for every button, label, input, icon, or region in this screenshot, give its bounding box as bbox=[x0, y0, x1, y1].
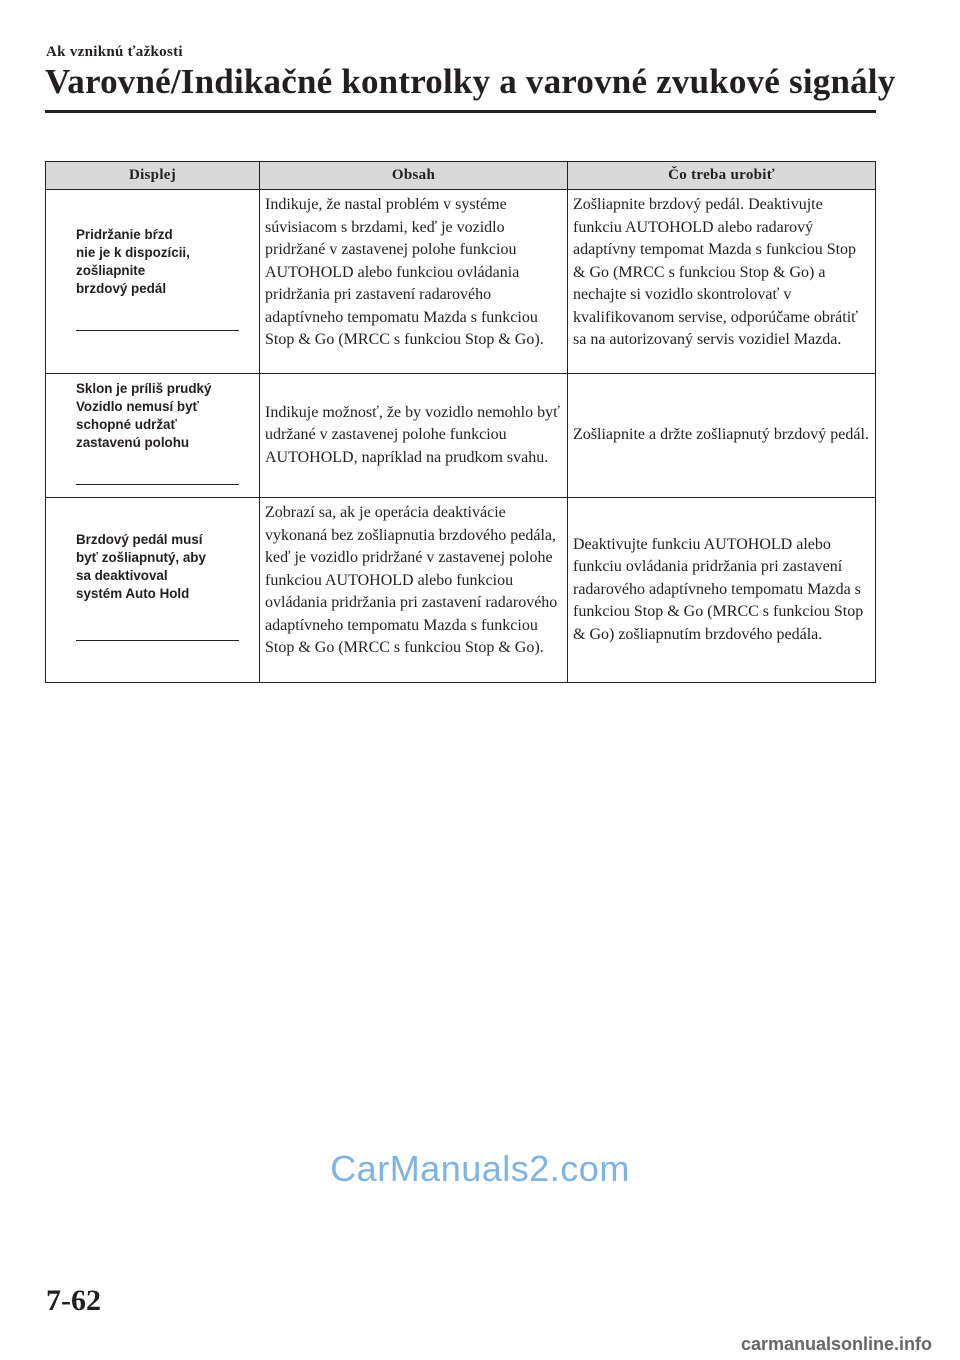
display-message: Pridržanie bŕzd nie je k dispozícii, zošliapnite brzdový pedál bbox=[76, 227, 190, 296]
footer-url: carmanualsonline.info bbox=[740, 1334, 932, 1354]
action-cell: Deaktivujte funkciu AUTOHOLD alebo funkciu ovládania pridržania pri zastavení radarového adaptívneho tempomatu Mazda s funkciou Stop & Go (MRCC s funkciou Stop & Go) zošliapnutím brzdového pedála. bbox=[568, 498, 876, 683]
display-underline bbox=[76, 640, 239, 641]
display-cell bbox=[46, 498, 260, 683]
table-row bbox=[46, 190, 876, 374]
display-underline bbox=[76, 330, 239, 331]
column-header-display: Displej bbox=[46, 162, 260, 190]
section-label: Ak vzniknú ťažkosti bbox=[46, 44, 183, 60]
page-number: 7-62 bbox=[46, 1284, 101, 1317]
display-message: Brzdový pedál musí byť zošliapnutý, aby sa deaktivoval systém Auto Hold bbox=[76, 532, 206, 601]
title-divider bbox=[45, 110, 876, 113]
action-cell: Zošliapnite brzdový pedál. Deaktivujte funkciu AUTOHOLD alebo radarový adaptívny tempomat Mazda s funkciou Stop & Go (MRCC s funkciou Stop & Go) a nechajte si vozidlo skontrolovať v kvalifikovanom servise, odporúčame obrátiť sa na autorizovaný servis vozidiel Mazda. bbox=[568, 190, 876, 374]
column-header-content: Obsah bbox=[260, 162, 568, 190]
display-cell bbox=[46, 190, 260, 374]
table-header-row bbox=[46, 162, 876, 190]
display-message: Sklon je príliš prudký Vozidlo nemusí byť schopné udržať zastavenú polohu bbox=[76, 381, 212, 450]
content-cell: Indikuje, že nastal problém v systéme súvisiacom s brzdami, keď je vozidlo pridržané v zastavenej polohe funkciou AUTOHOLD alebo funkciou ovládania pridržania pri zastavení radarového adaptívneho tempomatu Mazda s funkciou Stop & Go (MRCC s funkciou Stop & Go). bbox=[260, 190, 568, 374]
display-cell bbox=[46, 374, 260, 498]
warning-table bbox=[45, 161, 876, 683]
watermark-logo: CarManuals2.com bbox=[330, 1148, 630, 1189]
content-cell: Zobrazí sa, ak je operácia deaktivácie vykonaná bez zošliapnutia brzdového pedála, keď je vozidlo pridržané v zastavenej polohe funkciou AUTOHOLD alebo funkciou ovládania pridržania pri zastavení radarového adaptívneho tempomatu Mazda s funkciou Stop & Go (MRCC s funkciou Stop & Go). bbox=[260, 498, 568, 683]
action-cell: Zošliapnite a držte zošliapnutý brzdový pedál. bbox=[568, 374, 876, 498]
display-underline bbox=[76, 484, 239, 485]
table-row bbox=[46, 374, 876, 498]
table-row bbox=[46, 498, 876, 683]
chapter-title: Varovné/Indikačné kontrolky a varovné zvukové signály bbox=[45, 62, 896, 101]
content-cell: Indikuje možnosť, že by vozidlo nemohlo byť udržané v zastavenej polohe funkciou AUTOHOLD, napríklad na prudkom svahu. bbox=[260, 374, 568, 498]
column-header-action: Čo treba urobiť bbox=[568, 162, 876, 190]
